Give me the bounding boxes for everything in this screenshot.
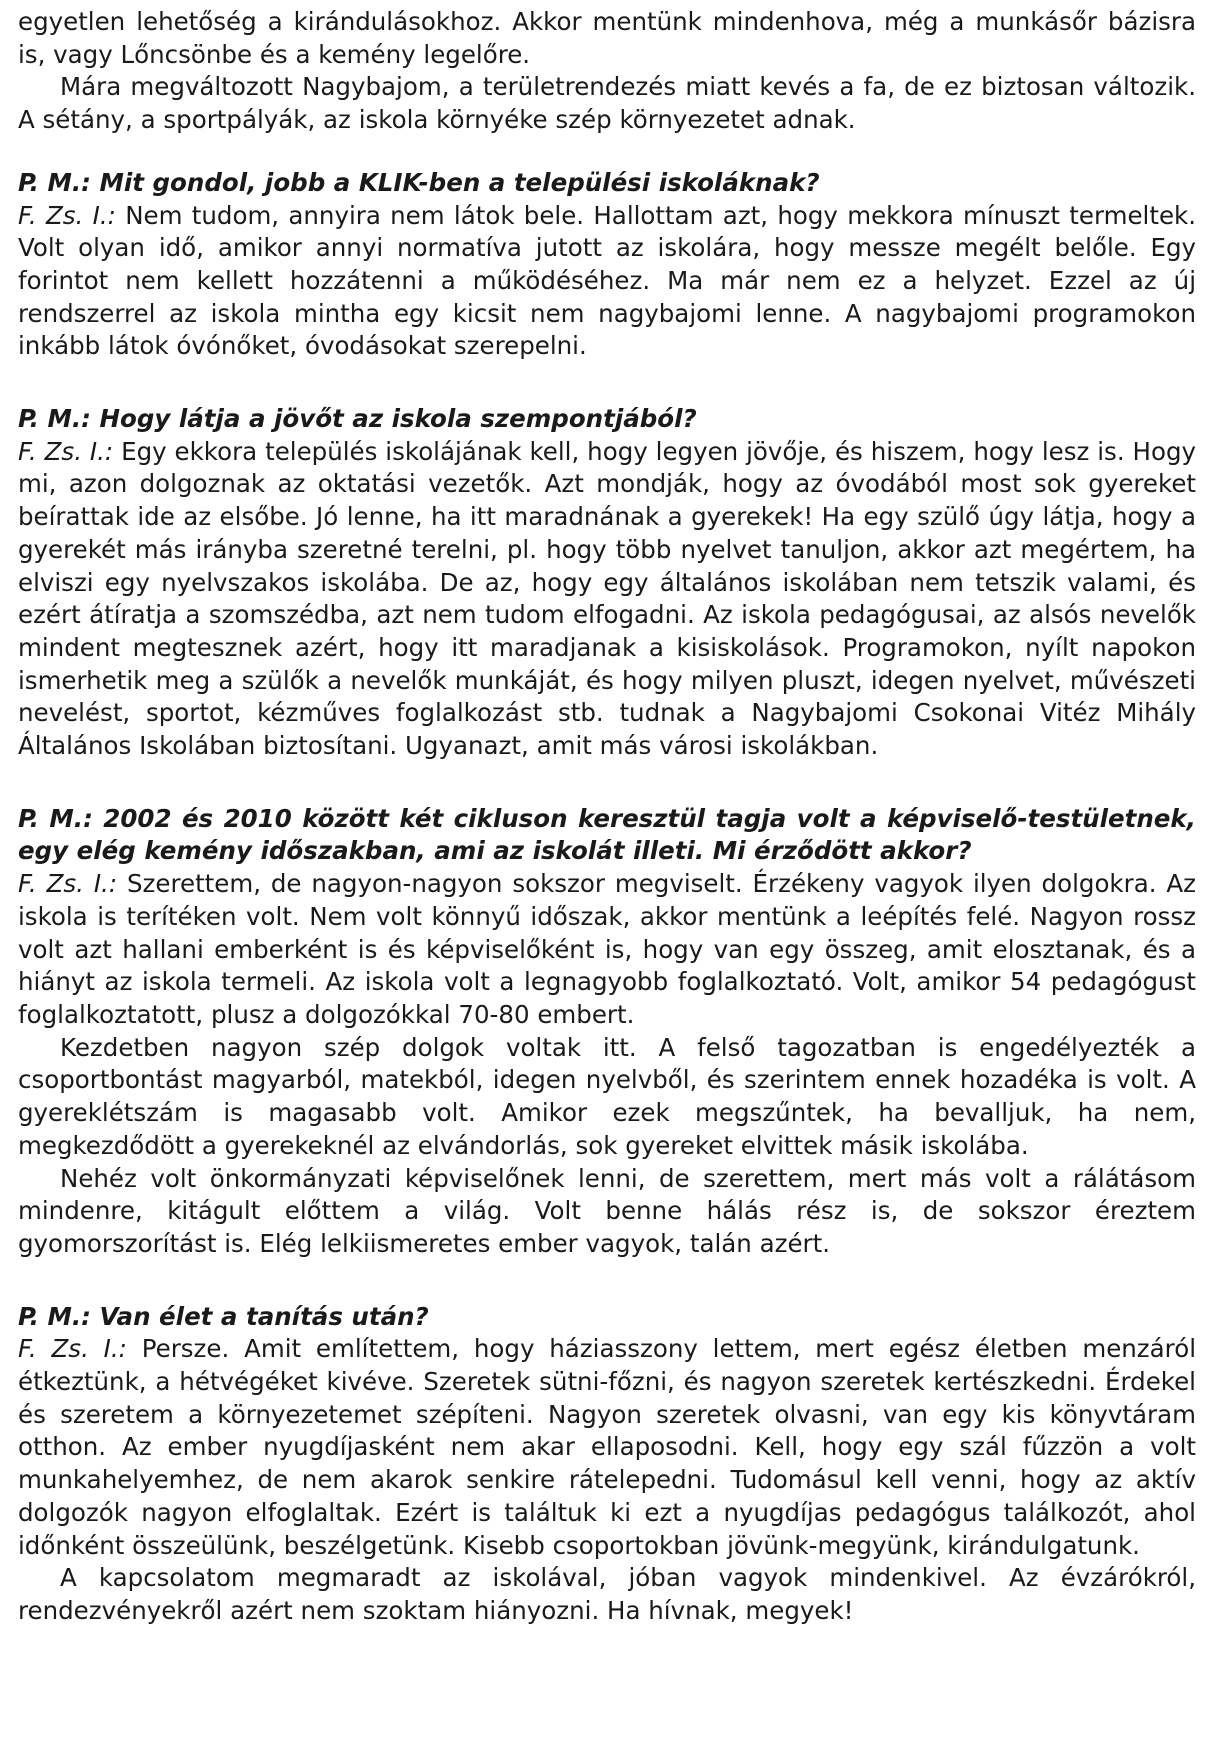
paragraph-kapcsolat: A kapcsolatom megmaradt az iskolával, jóban vagyok mindenkivel. Az évzárókról, rendezvényekről azért nem szoktam hiányozni. Ha hívnak, megyek! bbox=[18, 1563, 1196, 1625]
answer-text: Persze. Amit említettem, hogy háziasszony lettem, mert egész életben menzáról étkeztünk, a hétvégéket kivéve. Szeretek sütni-főzni, és nagyon szeretek kertészkedni. Érdekel és szeretem a környezetemet szépíteni. Nagyon szeretek olvasni, van egy kis könyvtáram otthon. Az ember nyugdíjasként nem akar ellaposodni. Kell, hogy egy szál fűzzön a volt munkahelyemhez, de nem akarok senkire rátelepedni. Tudomásul kell venni, hogy az aktív dolgozók nagyon elfoglaltak. Ezért is találtuk ki ezt a nyugdíjas pedagógus találkozót, ahol időnként összeülünk, beszélgetünk. Kisebb csoportokban jövünk-megyünk, kirándulgatunk. bbox=[18, 1334, 1197, 1560]
interview-question-jovo: P. M.: Hogy látja a jövőt az iskola szempontjából? bbox=[18, 404, 697, 434]
paragraph-continuation: egyetlen lehetőség a kirándulásokhoz. Akkor mentünk mindenhova, még a munkásőr bázisra is, vagy Lőncsönbe és a kemény legelőre. bbox=[18, 7, 1196, 69]
interview-answer-elet bbox=[18, 1333, 1196, 1562]
interview-answer-kepviselo bbox=[18, 868, 1196, 1032]
interview-question-klik: P. M.: Mit gondol, jobb a KLIK-ben a települési iskoláknak? bbox=[18, 167, 820, 197]
spacer bbox=[18, 137, 1196, 167]
spacer bbox=[18, 763, 1196, 803]
interview-question-kepviselo: P. M.: 2002 és 2010 között két cikluson keresztül tagja volt a képviselő-testületnek, egy elég kemény időszakban, ami az iskolát illeti. Mi érződött akkor? bbox=[18, 803, 1196, 866]
spacer bbox=[18, 363, 1196, 403]
answer-text: Egy ekkora település iskolájának kell, hogy legyen jövője, és hiszem, hogy lesz is. Hogy mi, azon dolgoznak az oktatási vezetők. Azt mondják, hogy az óvodából most sok gyereket beírattak ide az elsőbe. Jó lenne, ha itt maradnának a gyerekek! Ha egy szülő úgy látja, hogy a gyerekét más irányba szeretné terelni, pl. hogy több nyelvet tanuljon, akkor azt megértem, ha elviszi egy nyelvszakos iskolába. De az, hogy egy általános iskolában nem tetszik valami, és ezért átíratja a szomszédba, azt nem tudom elfogadni. Az iskola pedagógusai, az alsós nevelők mindent megtesznek azért, hogy itt maradjanak a kisiskolások. Programokon, nyílt napokon ismerhetik meg a szülők a nevelők munkáját, és hogy milyen pluszt, idegen nyelvet, művészeti nevelést, sportot, kézműves foglalkozást stb. tudnak a Nagybajomi Csokonai Vitéz Mihály Általános Iskolában biztosítani. Ugyanazt, amit más városi iskolákban. bbox=[18, 436, 1196, 761]
paragraph-csoportbontas: Kezdetben nagyon szép dolgok voltak itt. A felső tagozatban is engedélyezték a csoportbontást magyarból, matekból, idegen nyelvből, és szerintem ennek hozadéka is volt. A gyereklétszám is magasabb volt. Amikor ezek megszűntek, ha bevalljuk, ha nem, megkezdődött a gyerekeknél az elvándorlás, sok gyereket elvittek másik iskolába. bbox=[18, 1032, 1196, 1160]
paragraph-nagybajom: Mára megváltozott Nagybajom, a területrendezés miatt kevés a fa, de ez biztosan változik. A sétány, a sportpályák, az iskola környéke szép környezetet adnak. bbox=[18, 72, 1196, 135]
interview-answer-klik bbox=[18, 200, 1196, 364]
speaker-label: F. Zs. I.: bbox=[18, 200, 116, 230]
paragraph-onkormanyzat: Nehéz volt önkormányzati képviselőnek lenni, de szerettem, mert más volt a rálátásom mindenre, kitágult előttem a világ. Volt benne hálás rész is, de sokszor éreztem gyomorszorítást is. Elég lelkiismeretes ember vagyok, talán azért. bbox=[18, 1163, 1196, 1258]
speaker-label: F. Zs. I.: bbox=[18, 869, 118, 899]
speaker-label: F. Zs. I.: bbox=[18, 436, 114, 466]
answer-text: Nem tudom, annyira nem látok bele. Hallottam azt, hogy mekkora mínuszt termeltek. Volt olyan idő, amikor annyi normatíva jutott az iskolára, hogy messze megélt belőle. Egy forintot nem kellett hozzátenni a működéséhez. Ma már nem ez a helyzet. Ezzel az új rendszerrel az iskola mintha egy kicsit nem nagybajomi lenne. A nagybajomi programokon inkább látok óvónőket, óvodásokat szerepelni. bbox=[18, 200, 1197, 361]
interview-answer-jovo bbox=[18, 436, 1196, 763]
spacer bbox=[18, 1261, 1196, 1301]
answer-text: Szerettem, de nagyon-nagyon sokszor megviselt. Érzékeny vagyok ilyen dolgokra. Az iskola is terítéken volt. Nem volt könnyű időszak, akkor mentünk a leépítés felé. Nagyon rossz volt azt hallani emberként is és képviselőként is, hogy van egy összeg, amit elosztanak, és a hiányt az iskola termeli. Az iskola volt a legnagyobb foglalkoztató. Volt, amikor 54 pedagógust foglalkoztatott, plusz a dolgozókkal 70-80 embert. bbox=[18, 869, 1196, 1029]
interview-question-elet: P. M.: Van élet a tanítás után? bbox=[18, 1301, 429, 1331]
speaker-label: F. Zs. I.: bbox=[18, 1334, 127, 1364]
